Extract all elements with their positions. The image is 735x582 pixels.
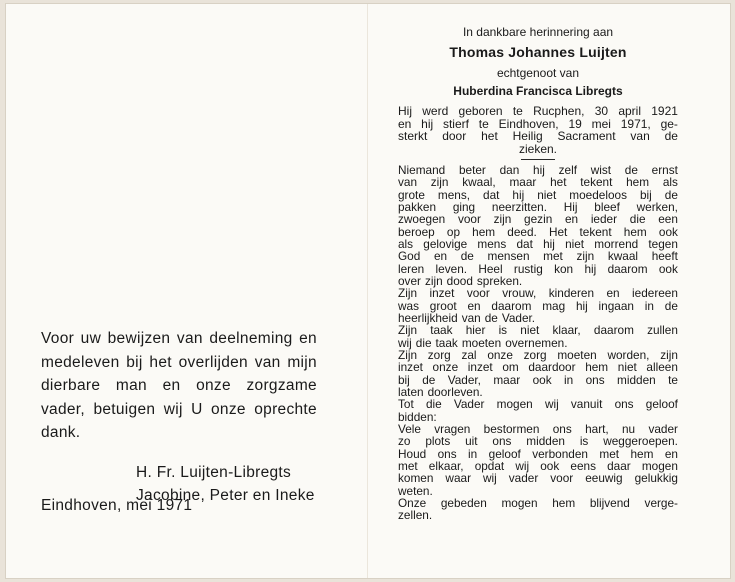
memorial-line: zwoegen voor zijn gezin en ieder die een: [398, 212, 678, 227]
memorial-line: Niemand beter dan hij zelf wist de ernst: [398, 163, 678, 177]
memorial-line: Houd ons in geloof verbonden met hem en: [398, 446, 678, 461]
memorial-text: [398, 164, 678, 522]
thanks-line: Voor uw bewijzen van deelneming en: [41, 330, 317, 347]
memorial-line: beroep op hem deed. Het tekent hem ook: [398, 224, 678, 239]
signature-line: Jacobine, Peter en Ineke: [136, 486, 315, 504]
memorial-line: wij die taak moeten overnemen.: [398, 335, 568, 350]
thanks-line: vader, betuigen wij U onze oprechte: [41, 400, 317, 418]
card-fold: [367, 4, 368, 578]
memorial-line: bidden:: [398, 409, 437, 424]
signature-line: H. Fr. Luijten-Libregts: [136, 463, 292, 481]
memorial-line: weten.: [398, 483, 433, 498]
divider: [521, 159, 555, 160]
memorial-line: zo plots uit ons midden is weggeroepen.: [398, 434, 678, 449]
relation-text: echtgenoot van: [496, 66, 580, 80]
memorial-line: bij de Vader, maar ook in ons midden te: [398, 372, 678, 387]
thanks-panel: [41, 327, 317, 507]
thanks-line: dierbare man en onze zorgzame: [41, 377, 317, 394]
memorial-line: leren leven. Heel rustig kon hij daarom ook: [398, 261, 678, 276]
remembrance-panel: [398, 25, 678, 522]
birth-death-line: zieken.: [518, 141, 558, 156]
thanks-line: dank.: [41, 424, 81, 441]
memorial-line: komen waar wij vader voor eeuwig gelukkig: [398, 471, 678, 486]
intro-text: In dankbare herinnering aan: [462, 25, 614, 39]
memorial-line: was groot en daarom mag hij ingaan in de: [398, 298, 678, 313]
deceased-name: Thomas Johannes Luijten: [449, 44, 627, 60]
place-date: Eindhoven, mei 1971: [41, 497, 193, 514]
birth-death-line: Hij werd geboren te Rucphen, 30 april 1921: [398, 104, 678, 118]
memorial-line: Zijn inzet voor vrouw, kinderen en iedereen: [398, 286, 678, 301]
birth-death-text: [398, 105, 678, 155]
birth-death-line: en hij stierf te Eindhoven, 19 mei 1971, ge-: [398, 116, 678, 131]
memorial-line: van zijn kwaal, maar het tekent hem als: [398, 175, 678, 190]
memorial-line: Zijn taak hier is niet klaar, daarom zullen: [398, 323, 678, 338]
memorial-line: Tot die Vader mogen wij vanuit ons geloof: [398, 397, 678, 412]
spouse-name: Huberdina Francisca Libregts: [453, 84, 623, 98]
memorial-line: Onze gebeden mogen hem blijvend verge-: [398, 495, 678, 510]
thanks-line: medeleven bij het overlijden van mijn: [41, 353, 317, 371]
memorial-line: laten doorleven.: [398, 384, 483, 399]
memorial-line: zellen.: [398, 508, 433, 523]
memorial-line: als gelovige mens dat hij niet morrend tegen: [398, 236, 678, 251]
birth-death-line: sterkt door het Heilig Sacrament van de: [398, 129, 678, 143]
memorial-line: heerlijkheid van de Vader.: [398, 310, 536, 325]
memorial-line: pakken ging neerzitten. Hij bleef werken,: [398, 199, 678, 214]
memorial-line: grote mens, dat hij niet moedeloos bij de: [398, 187, 678, 202]
memorial-line: Vele vragen bestormen ons hart, nu vader: [398, 421, 678, 436]
memorial-line: met elkaar, opdat wij ook eens daar mogen: [398, 458, 678, 473]
memorial-line: God en de mensen met zijn kwaal heeft: [398, 249, 678, 264]
memorial-line: inzet onze inzet om daardoor hem niet alleen: [398, 360, 678, 375]
memorial-line: over zijn dood spreken.: [398, 273, 523, 288]
thanks-text: [41, 327, 317, 445]
memorial-line: Zijn zorg zal onze zorg moeten worden, zijn: [398, 347, 678, 362]
